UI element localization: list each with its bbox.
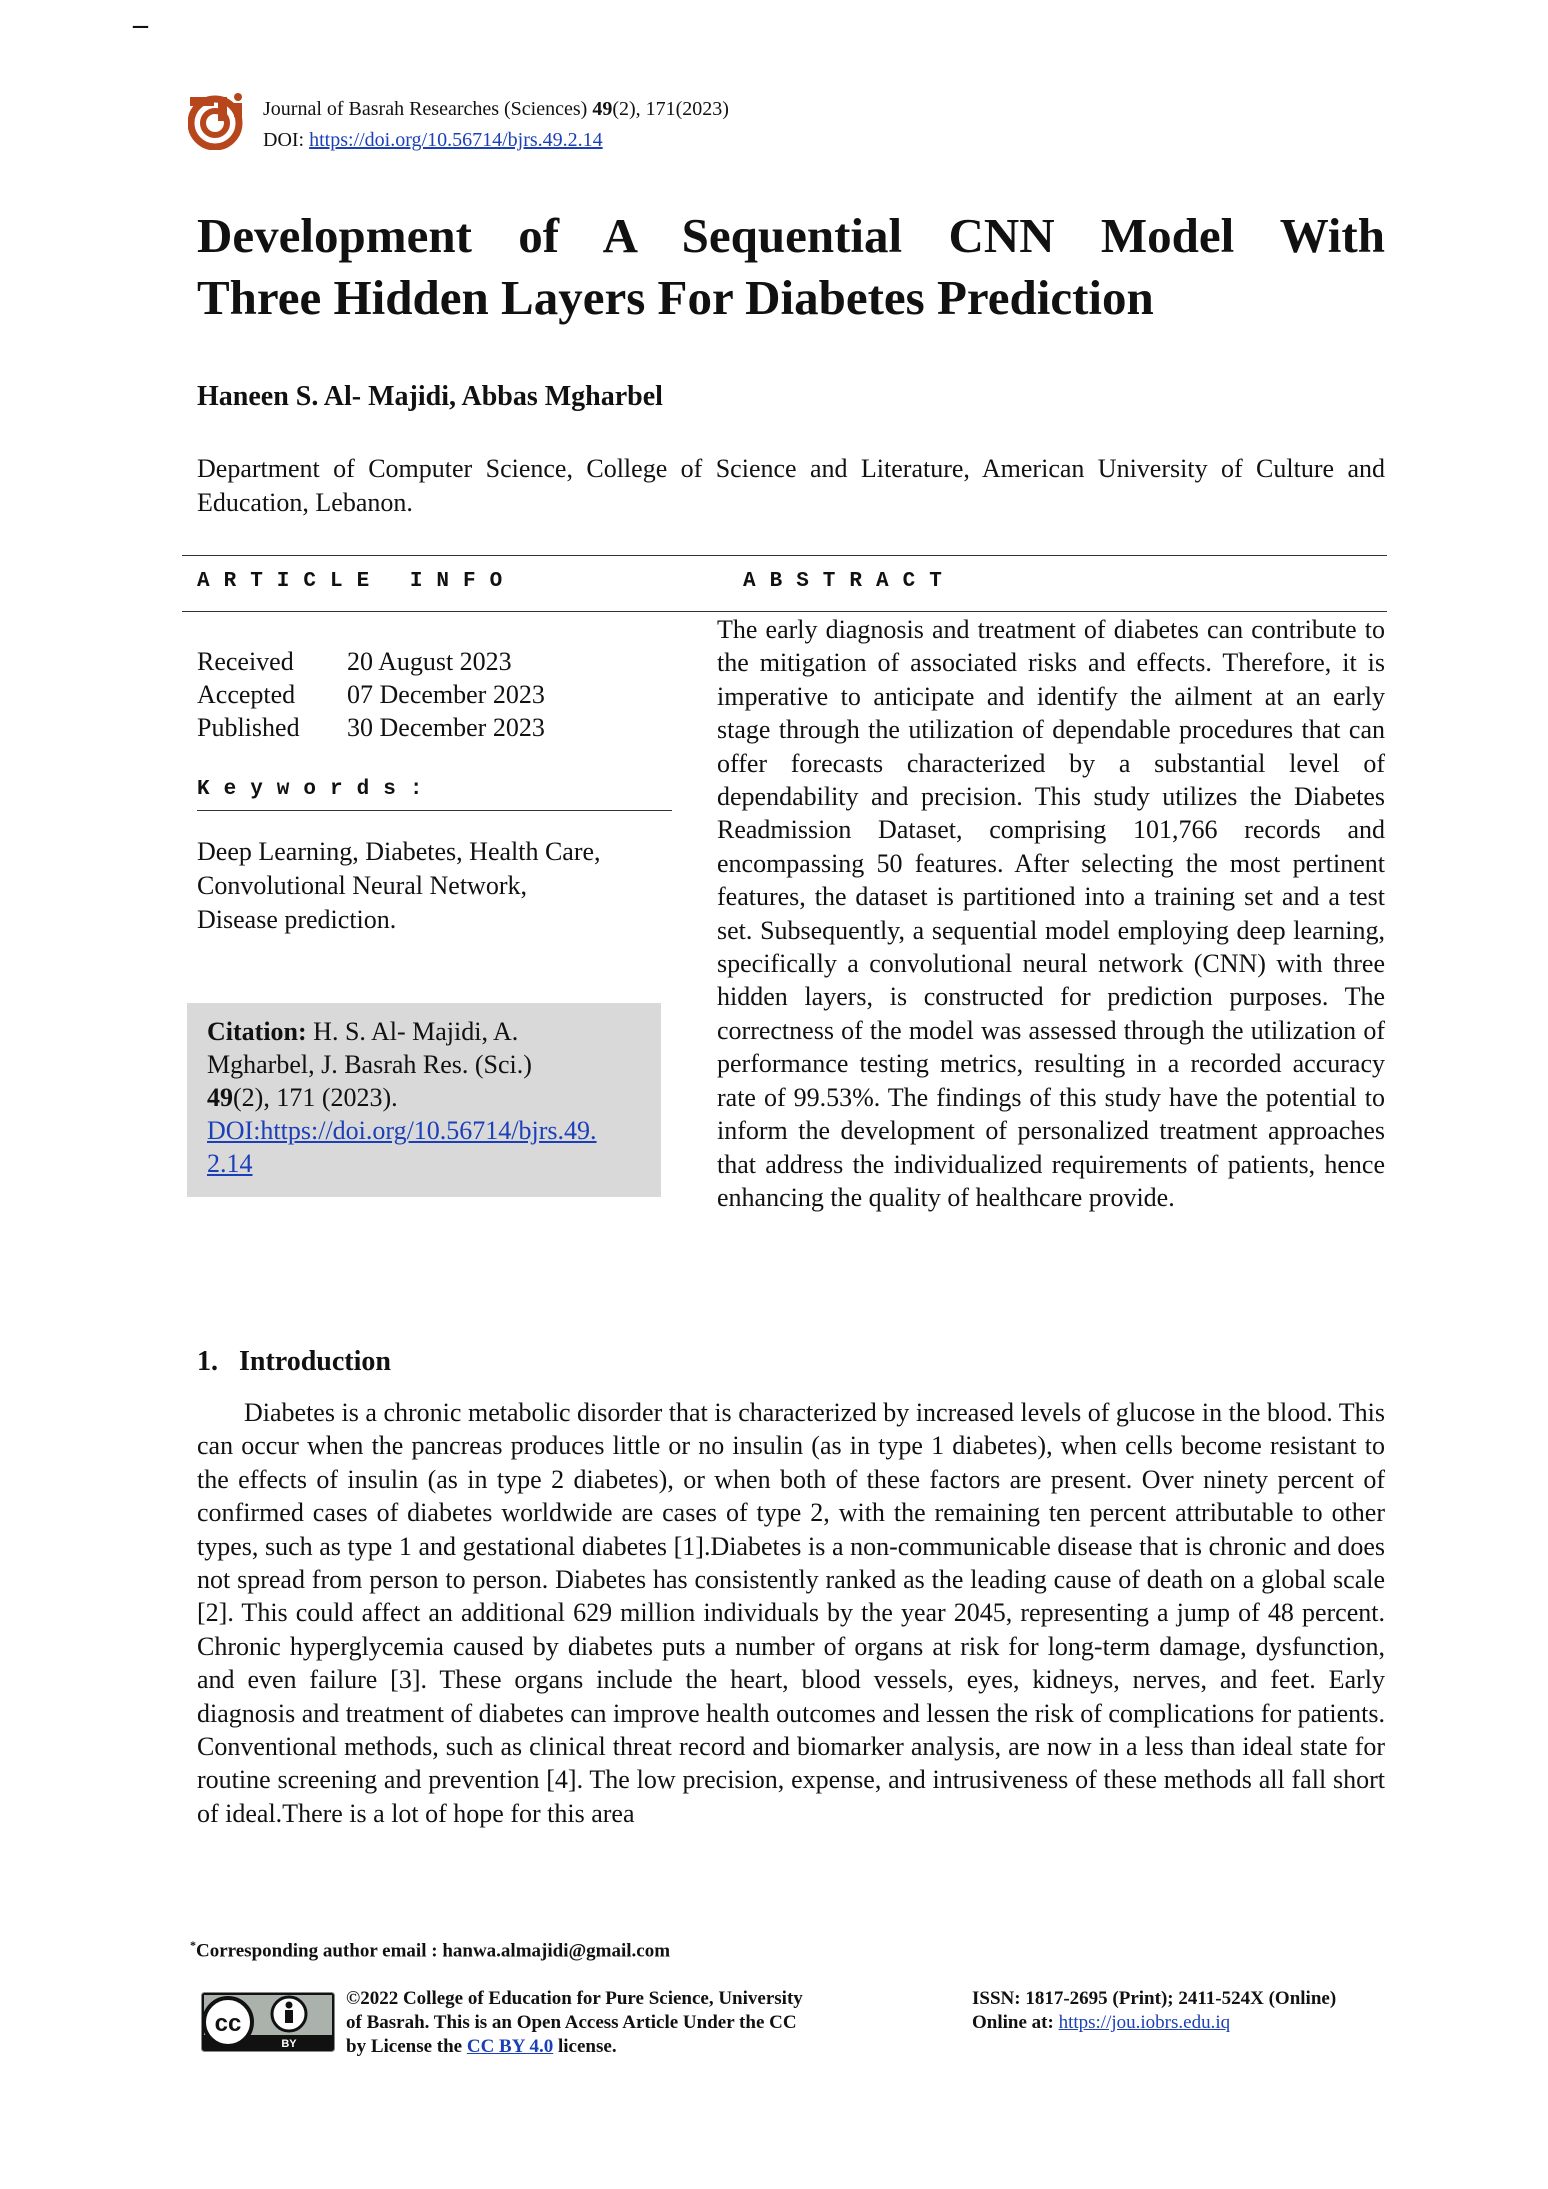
cc-by-license-icon — [201, 1992, 335, 2052]
citation-box: Citation: H. S. Al- Majidi, A. Mgharbel, J. Basrah Res. (Sci.) 49(2), 171 (2023). DOI:https://doi.org/10.56714/bjrs.49. 2.14 — [187, 1003, 661, 1197]
citation-doi-link[interactable]: DOI:https://doi.org/10.56714/bjrs.49. 2.14 — [207, 1116, 597, 1178]
citation-label: Citation: — [207, 1017, 307, 1046]
online-label: Online at: — [972, 2012, 1059, 2033]
journal-name: Journal of Basrah Researches (Sciences) — [263, 98, 588, 120]
cc-by-link[interactable]: CC BY 4.0 — [466, 2036, 554, 2057]
keywords-rule — [197, 810, 672, 811]
title-line-1: Development of A Sequential CNN Model With — [197, 208, 1385, 263]
citation-volume: 49 — [207, 1083, 233, 1112]
corresponding-author: *Corresponding author email : hanwa.almajidi@gmail.com — [190, 1938, 671, 1962]
keyword-line: Convolutional Neural Network, — [197, 871, 527, 900]
journal-volume: 49 — [592, 98, 613, 120]
header-bottom-rule — [182, 611, 1387, 612]
abstract-text: The early diagnosis and treatment of diabetes can contribute to the mitigation of associated risks and effects. Therefore, it is imperative to anticipate and identify the ailment at an early stage through the utilization of dependable procedures that can offer forecasts characterized by a substantial level of dependability and precision. This study utilizes the Diabetes Readmission Dataset, comprising 101,766 records and encompassing 50 features. After selecting the most pertinent features, the dataset is partitioned into a training set and a test set. Subsequently, a sequential model employing deep learning, specifically a convolutional neural network (CNN) with three hidden layers, is constructed for prediction purposes. The correctness of the model was assessed through the utilization of performance testing metrics, resulting in a recorded accuracy rate of 99.53%. The findings of this study have the potential to inform the development of personalized treatment approaches that address the individualized requirements of patients, hence enhancing the quality of healthcare provide. — [717, 615, 1385, 1212]
title-line-2: Three Hidden Layers For Diabetes Prediction — [197, 270, 1154, 325]
keyword-line: Deep Learning, Diabetes, Health Care, — [197, 837, 601, 866]
doi-link[interactable]: https://doi.org/10.56714/bjrs.49.2.14 — [309, 129, 603, 151]
header-top-rule — [182, 555, 1387, 556]
journal-issue: (2), 171(2023) — [612, 98, 729, 120]
date-received: Received 20 August 2023 — [197, 647, 512, 676]
journal-header — [263, 94, 729, 156]
margin-mark: – — [133, 8, 148, 41]
keywords-list — [197, 835, 667, 937]
paper-title — [197, 205, 1385, 329]
article-info-heading: ARTICLE INFO — [197, 570, 517, 593]
keywords-heading: Keywords: — [197, 778, 437, 801]
svg-text:cc: cc — [214, 2010, 242, 2037]
issn-info — [972, 1987, 1336, 2035]
journal-logo — [188, 92, 246, 150]
introduction-paragraph: Diabetes is a chronic metabolic disorder that is characterized by increased levels of glucose in the blood. This can occur when the pancreas produces little or no insulin (as in type 1 diabetes), when cells become resistant to the effects of insulin (as in type 2 diabetes), or when both of these factors are present. Over ninety percent of confirmed cases of diabetes worldwide are cases of type 2, with the remaining ten percent attributable to other types, such as type 1 and gestational diabetes [1].Diabetes is a non-communicable disease that is chronic and does not spread from person to person. Diabetes has consistently ranked as the leading cause of death on a global scale [2]. This could affect an additional 629 million individuals by the year 2045, representing a jump of 48 percent. Chronic hyperglycemia caused by diabetes puts a number of organs at risk for long-term damage, dysfunction, and even failure [3]. These organs include the heart, blood vessels, eyes, kidneys, nerves, and feet. Early diagnosis and treatment of diabetes can improve health outcomes and lessen the risk of complications for patients. Conventional methods, such as clinical threat record and biomarker analysis, are now in a less than ideal state for routine screening and prevention [4]. The low precision, expense, and intrusiveness of these methods all fall short of ideal.There is a lot of hope for this area — [197, 1398, 1385, 1828]
cc-badge-text: BY — [281, 2038, 297, 2050]
affiliation: Department of Computer Science, College of Science and Literature, American University of Culture and Education, Lebanon. — [197, 454, 1385, 517]
section-heading-introduction: 1. Introduction — [197, 1346, 391, 1377]
article-dates — [197, 645, 545, 744]
issn-numbers: ISSN: 1817-2695 (Print); 2411-524X (Online) — [972, 1988, 1337, 2009]
date-accepted: Accepted 07 December 2023 — [197, 680, 545, 709]
journal-website-link[interactable]: https://jou.iobrs.edu.iq — [1058, 2012, 1231, 2033]
authors: Haneen S. Al- Majidi, Abbas Mgharbel — [197, 381, 663, 412]
abstract-heading: ABSTRACT — [743, 570, 956, 593]
date-published: Published 30 December 2023 — [197, 713, 545, 742]
introduction-body — [197, 1396, 1385, 1830]
keyword-line: Disease prediction. — [197, 905, 397, 934]
doi-label: DOI: — [263, 129, 305, 151]
license-text: ©2022 College of Education for Pure Science, University of Basrah. This is an Open Access Article Under the CC by License the CC BY 4.0 license. — [346, 1988, 803, 2057]
